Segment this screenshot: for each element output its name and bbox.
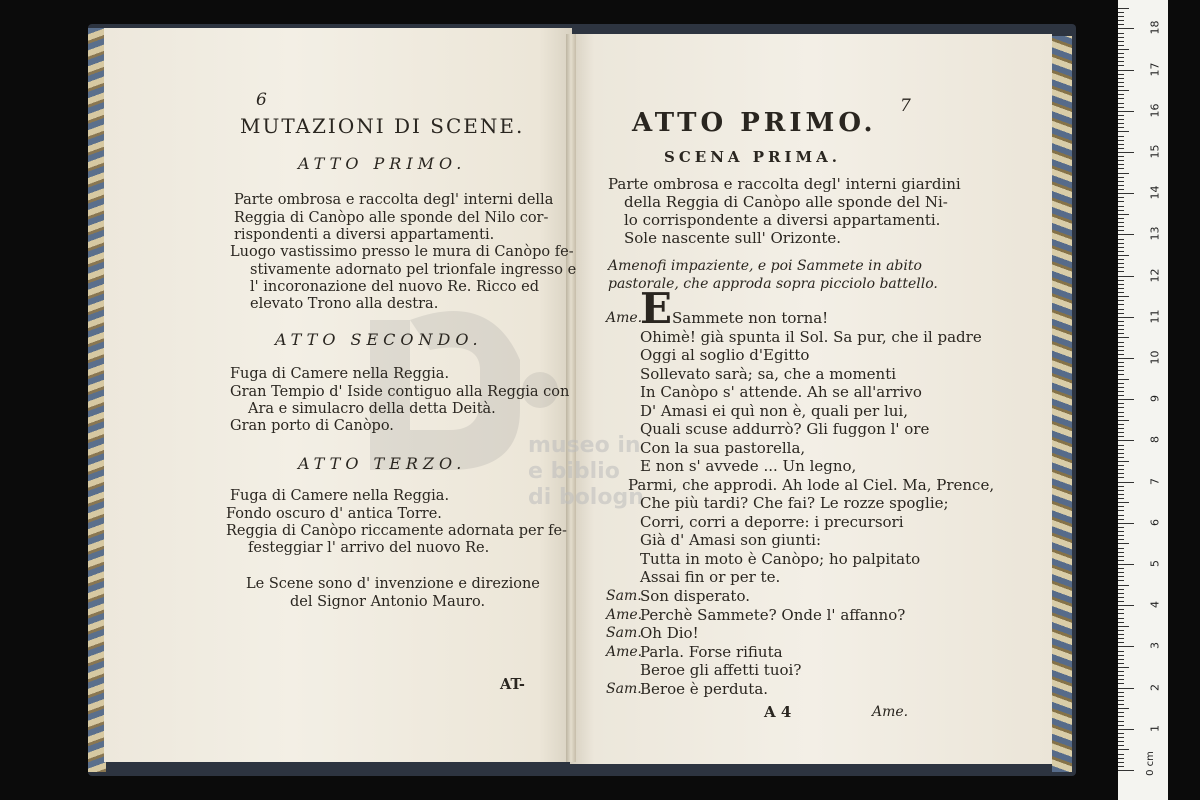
ruler-tick (1118, 716, 1124, 717)
ruler-tick (1118, 251, 1124, 252)
ruler-tick (1118, 465, 1124, 466)
ruler-tick (1118, 370, 1124, 371)
ruler-tick (1118, 605, 1134, 606)
ruler-tick (1118, 98, 1124, 99)
ruler-tick (1118, 325, 1124, 326)
dialogue-line: Che più tardi? Che fai? Le rozze spoglie; (640, 494, 949, 512)
ruler-tick (1118, 374, 1124, 375)
ruler-tick (1118, 531, 1124, 532)
speaker-label: Ame. (606, 644, 643, 660)
act2-heading: ATTO SECONDO. (275, 330, 483, 349)
ruler-tick (1118, 671, 1124, 672)
ruler-tick (1118, 366, 1124, 367)
ruler-tick (1118, 688, 1134, 689)
ruler-tick (1118, 280, 1124, 281)
ruler-tick (1118, 379, 1129, 380)
ruler-tick (1118, 729, 1134, 730)
ruler-tick (1118, 329, 1124, 330)
ruler-tick (1118, 33, 1124, 34)
ruler-tick (1118, 568, 1124, 569)
ruler-tick (1118, 609, 1124, 610)
ruler-tick (1118, 498, 1124, 499)
dialogue-line: Già d' Amasi son giunti: (640, 531, 822, 549)
dialogue-line: Perchè Sammete? Onde l' affanno? (640, 606, 906, 624)
act3-line: Fondo oscuro d' antica Torre. (226, 506, 442, 522)
ruler-tick (1118, 337, 1129, 338)
ruler-tick (1118, 61, 1124, 62)
credits-line: del Signor Antonio Mauro. (290, 594, 486, 610)
ruler-tick (1118, 754, 1124, 755)
left-page-number: 6 (256, 90, 267, 110)
ruler-tick (1118, 239, 1124, 240)
ruler-tick (1118, 428, 1124, 429)
ruler-tick (1118, 696, 1124, 697)
ruler-tick (1118, 527, 1124, 528)
ruler-tick (1118, 189, 1124, 190)
speaker-label: Sam. (606, 588, 642, 604)
act2-line: Gran porto di Canòpo. (230, 418, 394, 434)
right-page-number: 7 (900, 96, 911, 116)
ruler-tick (1118, 222, 1124, 223)
ruler-tick (1118, 243, 1124, 244)
ruler-tick (1118, 420, 1129, 421)
ruler-tick (1118, 131, 1129, 132)
ruler-tick (1118, 160, 1124, 161)
ruler-tick (1118, 432, 1124, 433)
ruler-tick (1118, 721, 1124, 722)
setting-line: lo corrispondente a diversi appartamenti. (624, 211, 941, 229)
ruler-number: 9 (1148, 395, 1162, 403)
ruler-tick (1118, 288, 1124, 289)
ruler-tick (1118, 53, 1124, 54)
ruler-tick (1118, 667, 1129, 668)
ruler-tick (1118, 708, 1129, 709)
ruler-tick (1118, 173, 1129, 174)
ruler-tick (1118, 482, 1134, 483)
act3-line: Reggia di Canòpo riccamente adornata per fe- (226, 523, 567, 539)
ruler-tick (1118, 144, 1124, 145)
act2-line: Ara e simulacro della detta Deità. (248, 401, 496, 417)
ruler-tick (1118, 651, 1124, 652)
ruler-tick (1118, 12, 1124, 13)
ruler-tick (1118, 156, 1124, 157)
ruler-tick (1118, 762, 1124, 763)
ruler-number: 17 (1148, 62, 1162, 77)
ruler-tick (1118, 663, 1124, 664)
dialogue-line: Assai fin or per te. (640, 568, 781, 586)
ruler-tick (1118, 391, 1124, 392)
ruler-tick (1118, 535, 1124, 536)
ruler-tick (1118, 473, 1124, 474)
dialogue-line: In Canòpo s' attende. Ah se all'arrivo (640, 383, 922, 401)
right-catchword: Ame. (872, 704, 909, 720)
dialogue-line: Con la sua pastorella, (640, 439, 806, 457)
ruler-tick (1118, 626, 1129, 627)
ruler-tick (1118, 589, 1124, 590)
ruler-tick (1118, 700, 1124, 701)
ruler-tick (1118, 350, 1124, 351)
ruler-tick (1118, 519, 1124, 520)
ruler-tick (1118, 580, 1124, 581)
ruler-number: 7 (1148, 477, 1162, 485)
ruler-tick (1118, 630, 1124, 631)
act1-line: elevato Trono alla destra. (250, 296, 439, 312)
dialogue-line: Son disperato. (640, 587, 750, 605)
ruler-tick (1118, 634, 1124, 635)
ruler-number: 18 (1148, 20, 1162, 35)
act3-line: festeggiar l' arrivo del nuovo Re. (248, 540, 490, 556)
ruler-number: 12 (1148, 268, 1162, 283)
ruler-tick (1118, 292, 1124, 293)
ruler-tick (1118, 90, 1129, 91)
ruler-tick (1118, 230, 1124, 231)
ruler-tick (1118, 45, 1124, 46)
dialogue-line: E non s' avvede ... Un legno, (640, 457, 857, 475)
ruler-unit-label: 0 cm (1144, 751, 1156, 776)
ruler-tick (1118, 416, 1124, 417)
act1-line: stivamente adornato pel trionfale ingresso e (250, 262, 577, 278)
act1-line: Parte ombrosa e raccolta degl' interni della (234, 192, 554, 208)
ruler-tick (1118, 758, 1124, 759)
signature-mark: A 4 (764, 703, 792, 721)
ruler-number: 15 (1148, 144, 1162, 159)
ruler-tick (1118, 601, 1124, 602)
ruler-tick (1118, 395, 1124, 396)
ruler-tick (1118, 576, 1124, 577)
right-page-title: ATTO PRIMO. (632, 108, 877, 138)
ruler-tick (1118, 523, 1134, 524)
scene-subtitle: SCENA PRIMA. (664, 148, 842, 166)
ruler-tick (1118, 140, 1124, 141)
ruler-number: 1 (1148, 724, 1162, 732)
ruler-tick (1118, 655, 1124, 656)
stage-direction: Amenofi impaziente, e poi Sammete in abito (608, 258, 922, 274)
ruler-number: 16 (1148, 103, 1162, 118)
ruler-tick (1118, 78, 1124, 79)
ruler-tick (1118, 618, 1124, 619)
ruler-tick (1118, 255, 1129, 256)
ruler-tick (1118, 346, 1124, 347)
ruler-tick (1118, 82, 1124, 83)
ruler-tick (1118, 399, 1134, 400)
ruler-tick (1118, 449, 1124, 450)
ruler-tick (1118, 197, 1124, 198)
act1-heading: ATTO PRIMO. (298, 154, 467, 173)
ruler-tick (1118, 20, 1124, 21)
act1-line: l' incoronazione del nuovo Re. Ricco ed (250, 279, 540, 295)
dialogue-line: Sollevato sarà; sa, che a momenti (640, 365, 897, 383)
ruler-tick (1118, 28, 1134, 29)
ruler-tick (1118, 445, 1124, 446)
dialogue-line: Parmi, che approdi. Ah lode al Ciel. Ma, Prence, (628, 476, 995, 494)
ruler-tick (1118, 407, 1124, 408)
ruler-tick (1118, 770, 1134, 771)
ruler-tick (1118, 766, 1124, 767)
setting-line: della Reggia di Canòpo alle sponde del Ni- (624, 193, 948, 211)
ruler-tick (1118, 127, 1124, 128)
setting-line: Parte ombrosa e raccolta degl' interni giardini (608, 175, 961, 193)
ruler-tick (1118, 271, 1124, 272)
ruler-tick (1118, 263, 1124, 264)
ruler-tick (1118, 725, 1124, 726)
ruler-tick (1118, 358, 1134, 359)
ruler-tick (1118, 65, 1124, 66)
ruler-tick (1118, 745, 1124, 746)
ruler-tick (1118, 70, 1134, 71)
ruler-tick (1118, 593, 1124, 594)
ruler-number: 10 (1148, 350, 1162, 365)
ruler-tick (1118, 646, 1134, 647)
ruler-tick (1118, 181, 1124, 182)
marbled-edge-right (1052, 36, 1072, 772)
ruler-tick (1118, 94, 1124, 95)
ruler-tick (1118, 692, 1124, 693)
dialogue-line: D' Amasi ei quì non è, quali per lui, (640, 402, 908, 420)
ruler-tick (1118, 111, 1134, 112)
dialogue-line: Beroe è perduta. (640, 680, 769, 698)
ruler-tick (1118, 494, 1124, 495)
ruler-tick (1118, 477, 1124, 478)
ruler-tick (1118, 57, 1124, 58)
ruler-number: 4 (1148, 601, 1162, 609)
watermark-text-line-2: e biblio (528, 459, 620, 484)
ruler-number: 8 (1148, 436, 1162, 444)
dialogue-line: Sammete non torna! (672, 309, 829, 327)
ruler-tick (1118, 74, 1124, 75)
ruler-tick (1118, 206, 1124, 207)
ruler-tick (1118, 321, 1124, 322)
ruler-tick (1118, 201, 1124, 202)
measurement-ruler (1118, 0, 1168, 800)
ruler-number: 6 (1148, 518, 1162, 526)
ruler-tick (1118, 284, 1124, 285)
ruler-tick (1118, 115, 1124, 116)
ruler-tick (1118, 461, 1129, 462)
ruler-number: 3 (1148, 642, 1162, 650)
ruler-tick (1118, 613, 1124, 614)
ruler-tick (1118, 383, 1124, 384)
ruler-tick (1118, 704, 1124, 705)
ruler-tick (1118, 564, 1134, 565)
ruler-number: 2 (1148, 683, 1162, 691)
ruler-tick (1118, 136, 1124, 137)
ruler-tick (1118, 453, 1124, 454)
ruler-tick (1118, 354, 1124, 355)
ruler-tick (1118, 642, 1124, 643)
act1-line: Luogo vastissimo presso le mura di Canòpo fe- (230, 244, 574, 260)
ruler-tick (1118, 119, 1124, 120)
ruler-tick (1118, 622, 1124, 623)
speaker-label: Ame. (606, 310, 643, 326)
act3-heading: ATTO TERZO. (298, 454, 467, 473)
ruler-tick (1118, 177, 1124, 178)
ruler-tick (1118, 638, 1124, 639)
ruler-tick (1118, 737, 1124, 738)
ruler-tick (1118, 49, 1129, 50)
ruler-tick (1118, 675, 1124, 676)
watermark-text-line-1: museo in (528, 433, 641, 458)
left-page-title: MUTAZIONI DI SCENE. (240, 114, 525, 138)
ruler-tick (1118, 107, 1124, 108)
ruler-tick (1118, 123, 1124, 124)
ruler-tick (1118, 214, 1129, 215)
ruler-tick (1118, 556, 1124, 557)
ruler-tick (1118, 502, 1129, 503)
act1-line: Reggia di Canòpo alle sponde del Nilo cor- (234, 210, 549, 226)
ruler-tick (1118, 300, 1124, 301)
dialogue-line: Corri, corri a deporre: i precursori (640, 513, 904, 531)
ruler-tick (1118, 103, 1124, 104)
ruler-tick (1118, 8, 1129, 9)
ruler-number: 13 (1148, 226, 1162, 241)
ruler-number: 14 (1148, 185, 1162, 200)
act2-line: Gran Tempio d' Iside contiguo alla Reggia con (230, 384, 570, 400)
ruler-tick (1118, 342, 1124, 343)
speaker-label: Sam. (606, 681, 642, 697)
ruler-tick (1118, 247, 1124, 248)
ruler-tick (1118, 218, 1124, 219)
dialogue-line: Oggi al soglio d'Egitto (640, 346, 810, 364)
ruler-tick (1118, 86, 1124, 87)
drop-cap: E (640, 284, 673, 333)
ruler-tick (1118, 506, 1124, 507)
ruler-tick (1118, 309, 1124, 310)
ruler-number: 11 (1148, 309, 1162, 324)
ruler-tick (1118, 440, 1134, 441)
dialogue-line: Parla. Forse rifiuta (640, 643, 783, 661)
ruler-tick (1118, 313, 1124, 314)
ruler-tick (1118, 148, 1124, 149)
ruler-tick (1118, 387, 1124, 388)
ruler-tick (1118, 317, 1134, 318)
ruler-tick (1118, 37, 1124, 38)
stage-direction: pastorale, che approda sopra picciolo battello. (608, 276, 938, 292)
ruler-tick (1118, 276, 1134, 277)
ruler-tick (1118, 193, 1134, 194)
ruler-tick (1118, 296, 1129, 297)
ruler-tick (1118, 597, 1124, 598)
dialogue-line: Beroe gli affetti tuoi? (640, 661, 802, 679)
ruler-tick (1118, 210, 1124, 211)
ruler-tick (1118, 267, 1124, 268)
ruler-tick (1118, 152, 1134, 153)
ruler-tick (1118, 679, 1124, 680)
dialogue-line: Tutta in moto è Canòpo; ho palpitato (640, 550, 921, 568)
ruler-tick (1118, 16, 1124, 17)
ruler-tick (1118, 572, 1124, 573)
ruler-tick (1118, 510, 1124, 511)
ruler-tick (1118, 515, 1124, 516)
ruler-tick (1118, 164, 1124, 165)
act1-line: rispondenti a diversi appartamenti. (234, 227, 495, 243)
ruler-tick (1118, 486, 1124, 487)
ruler-tick (1118, 733, 1124, 734)
speaker-label: Ame. (606, 607, 643, 623)
ruler-tick (1118, 548, 1124, 549)
ruler-tick (1118, 185, 1124, 186)
ruler-tick (1118, 469, 1124, 470)
ruler-tick (1118, 362, 1124, 363)
ruler-tick (1118, 403, 1124, 404)
watermark-text-line-3: di bologn (528, 485, 644, 510)
dialogue-line: Oh Dio! (640, 624, 699, 642)
ruler-tick (1118, 24, 1124, 25)
ruler-tick (1118, 749, 1129, 750)
ruler-tick (1118, 659, 1124, 660)
act2-line: Fuga di Camere nella Reggia. (230, 366, 450, 382)
setting-line: Sole nascente sull' Orizonte. (624, 229, 842, 247)
ruler-tick (1118, 234, 1134, 235)
ruler-tick (1118, 712, 1124, 713)
ruler-tick (1118, 543, 1129, 544)
act3-line: Fuga di Camere nella Reggia. (230, 488, 450, 504)
dialogue-line: Quali scuse addurrò? Gli fuggon l' ore (640, 420, 930, 438)
ruler-tick (1118, 552, 1124, 553)
ruler-tick (1118, 226, 1124, 227)
credits-line: Le Scene sono d' invenzione e direzione (246, 576, 540, 592)
left-catchword: AT- (500, 676, 525, 693)
ruler-tick (1118, 741, 1124, 742)
ruler-tick (1118, 436, 1124, 437)
ruler-tick (1118, 585, 1129, 586)
ruler-tick (1118, 539, 1124, 540)
ruler-tick (1118, 424, 1124, 425)
ruler-number: 5 (1148, 560, 1162, 567)
ruler-tick (1118, 490, 1124, 491)
ruler-tick (1118, 304, 1124, 305)
ruler-tick (1118, 41, 1124, 42)
ruler-tick (1118, 560, 1124, 561)
ruler-tick (1118, 457, 1124, 458)
ruler-tick (1118, 259, 1124, 260)
dialogue-line: Ohimè! già spunta il Sol. Sa pur, che il padre (640, 328, 982, 346)
speaker-label: Sam. (606, 625, 642, 641)
ruler-tick (1118, 333, 1124, 334)
ruler-tick (1118, 683, 1124, 684)
ruler-tick (1118, 412, 1124, 413)
ruler-tick (1118, 168, 1124, 169)
